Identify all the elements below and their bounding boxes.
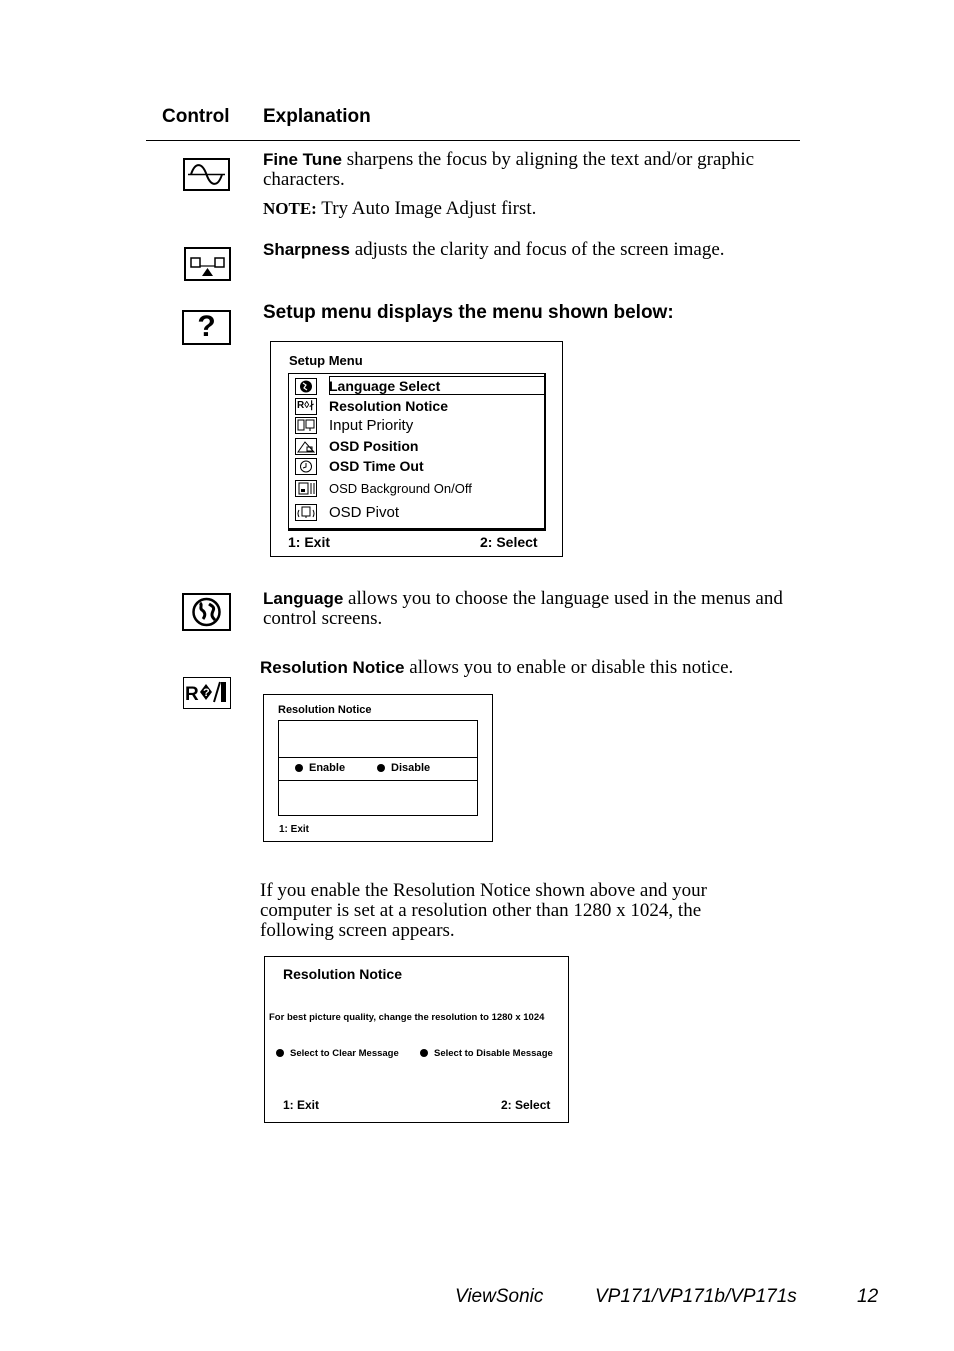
resolution-notice-screen <box>264 956 569 1123</box>
control-column-header: Control <box>162 106 230 127</box>
globe-icon <box>295 378 317 395</box>
svg-text:?: ? <box>203 687 210 699</box>
resolution-menu-panel <box>278 720 478 816</box>
menu-item-osd-background[interactable]: OSD Background On/Off <box>289 478 472 498</box>
sharpness-icon <box>184 247 231 281</box>
language-description: Language allows you to choose the language used in the menus and control screens. <box>263 588 783 629</box>
menu-item-input-priority[interactable]: Input Priority <box>289 415 413 435</box>
menu-item-resolution-notice[interactable]: R◊∤ Resolution Notice <box>297 398 449 414</box>
setup-menu-title: Setup Menu <box>289 353 363 368</box>
sharpness-description: Sharpness adjusts the clarity and focus of the screen image. <box>263 239 725 260</box>
enable-option[interactable]: Enable <box>295 762 345 774</box>
header-rule <box>146 140 800 141</box>
disable-option[interactable]: Disable <box>377 762 430 774</box>
pivot-icon <box>295 504 317 521</box>
osd-position-icon <box>295 438 317 455</box>
language-globe-icon <box>182 593 231 631</box>
setup-menu-screen <box>270 341 563 557</box>
notice-exit-label: 1: Exit <box>283 1098 320 1112</box>
menu-item-osd-time-out[interactable]: OSD Time Out <box>289 456 424 476</box>
resolution-option-row <box>279 757 477 781</box>
radio-disable-message <box>420 1049 428 1057</box>
setup-menu-list <box>288 373 546 531</box>
notice-title: Resolution Notice <box>283 966 403 982</box>
setup-heading: Setup menu displays the menu shown below: <box>263 302 674 323</box>
resolution-title: Resolution Notice <box>260 658 405 677</box>
input-priority-icon <box>295 417 317 434</box>
menu-item-osd-position[interactable]: OSD Position <box>289 436 418 456</box>
footer-model: VP171/VP171b/VP171s <box>595 1286 797 1307</box>
fine-tune-note: NOTE: Try Auto Image Adjust first. <box>263 198 537 219</box>
notice-select-label: 2: Select <box>501 1098 551 1112</box>
resolution-notice-icon: R◊∤ <box>295 398 317 415</box>
footer-brand: ViewSonic <box>455 1286 544 1307</box>
clear-message-option[interactable]: Select to Clear Message <box>276 1048 399 1059</box>
notice-message: For best picture quality, change the resolution to 1280 x 1024 <box>269 1012 545 1023</box>
explanation-column-header: Explanation <box>263 106 371 127</box>
resolution-description: Resolution Notice allows you to enable or disable this notice. <box>260 657 734 678</box>
svg-text:R: R <box>185 684 199 705</box>
resolution-menu-screen <box>263 694 493 842</box>
setup-select-label: 2: Select <box>480 534 538 550</box>
radio-disable <box>377 764 385 772</box>
menu-item-language-select[interactable]: Language Select <box>289 376 440 396</box>
question-mark-icon: ? <box>182 310 231 345</box>
setup-exit-label: 1: Exit <box>288 534 331 550</box>
radio-clear <box>276 1049 284 1057</box>
body-paragraph: If you enable the Resolution Notice shown above and your computer is set at a resolution other than 1280 x 1024, the following screen appears. <box>260 880 707 941</box>
osd-background-icon <box>295 480 317 497</box>
fine-tune-icon <box>183 158 230 191</box>
language-title: Language <box>263 589 344 608</box>
sharpness-title: Sharpness <box>263 240 350 259</box>
resolution-exit-label: 1: Exit <box>279 824 310 835</box>
clock-icon <box>295 458 317 475</box>
page-number: 12 <box>857 1286 879 1307</box>
resolution-notice-icon <box>183 677 231 709</box>
radio-enable <box>295 764 303 772</box>
resolution-menu-title: Resolution Notice <box>278 704 372 716</box>
disable-message-option[interactable]: Select to Disable Message <box>420 1048 553 1059</box>
fine-tune-description: Fine Tune sharpens the focus by aligning the text and/or graphic characters. <box>263 149 755 190</box>
menu-item-osd-pivot[interactable]: OSD Pivot <box>289 502 399 522</box>
fine-tune-title: Fine Tune <box>263 150 343 169</box>
